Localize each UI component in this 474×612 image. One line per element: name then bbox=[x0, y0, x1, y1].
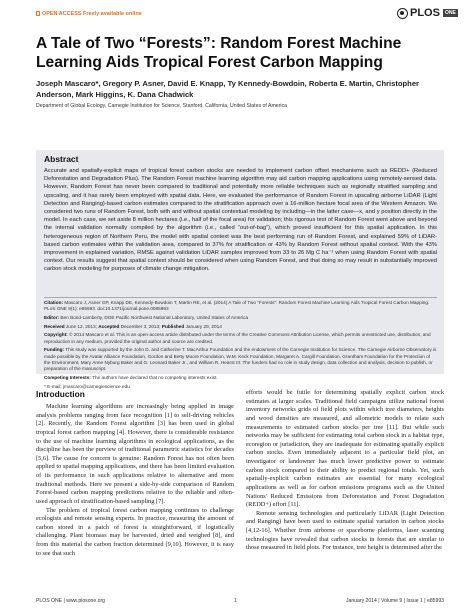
plos-logo-text: PLOS bbox=[410, 7, 440, 19]
page-number: 1 bbox=[234, 598, 237, 604]
plos-one-badge: ONE bbox=[444, 10, 456, 16]
contact-email[interactable]: * E-mail: jmascaro@carnegiescience.edu bbox=[44, 383, 130, 389]
plos-one-logo bbox=[397, 7, 458, 19]
body-paragraph: Remote sensing technologies and particularly LiDAR (Light Detection and Ranging) have been used to estimate spatial variation in carbon stocks [4,12-16]. Whether from airborne or spaceborne platforms, laser scanning technologies have revealed that carbon stocks in forests that are similar to those measured in field plots. For instance, tree height is determined after the bbox=[246, 509, 444, 552]
author-list: Joseph Mascaro*, Gregory P. Asner, David E. Knapp, Ty Kennedy-Bowdoin, Roberta E. Martin, Christopher Anderson, Mark Higgins, K. Dana Chadwick bbox=[36, 79, 419, 99]
body-paragraph: Machine learning algorithms are increasingly being applied in image analysis problems ranging from face recognition [1] to self-driving vehicles [2]. Recently, the Random Forest algorithm [3] has been used in global tropical forest carbon mapping [4]. However, there is considerable resistance to the use of machine learning algorithms in ecological applications, as the discipline has been the purview of traditional parametric statistics for decades [5,6]. The cause for concern is genuine: Random Forest has not often been applied to spatial mapping applications, and there has been limited evaluation of its performance in such applications relative to alternative and more traditional methods. Here we present a side-by-side comparison of Random Forest-based carbon mapping predictions relative to the reliable and often-used approach of stratification-based sampling [7]. bbox=[36, 403, 234, 505]
introduction-heading: Introduction bbox=[36, 389, 85, 399]
body-paragraph: The problem of tropical forest carbon mapping continues to challenge ecologists and remote sensing experts. In practice, measuring the amount of carbon stored in a patch of forest is straightforward, if logistically challenging. Plant biomass may be harvested, dried and weighed [8], and from this material the carbon fraction determined [9,10]. However, it is easy to see that such bbox=[36, 506, 234, 557]
body-column-left bbox=[36, 403, 234, 558]
editor: Editor: Ben Bond-Lamberty, DOE Pacific Northwest National Laboratory, United States of America bbox=[44, 314, 249, 320]
open-access-label: OPEN ACCESS Freely available online bbox=[42, 11, 142, 17]
abstract-heading: Abstract bbox=[44, 154, 79, 164]
article-title: A Tale of Two “Forests”: Random Forest Machine Learning Aids Tropical Forest Carbon Mapping bbox=[36, 35, 402, 71]
author-affiliation: Department of Global Ecology, Carnegie Institution for Science, Stanford, California, United States of America bbox=[36, 103, 288, 109]
open-access-badge bbox=[36, 11, 142, 17]
funding: Funding: This study was supported by the John D. and Catherine T. MacArthur Foundation and the endowment of the Carnegie Institution for Science. The Carnegie Airborne Observatory is made possible by the Avatar Alliance Foundation, Gordon and Betty Moore Foundation, W.M. Keck Foundation, Margaret A. Cargill Foundation, Grantham Foundation for the Protection of the Environment, Mary Anne Nyburg Baker and G. Leonard Baker Jr., and William R. Hearst III. The funders had no role in study design, data collection and analysis, decision to publish, or preparation of the manuscript. bbox=[44, 347, 437, 372]
article-metadata bbox=[44, 300, 437, 392]
plos-logo-icon bbox=[397, 8, 408, 19]
copyright: Copyright: © 2014 Mascaro et al. This is an open-access article distributed under the terms of the Creative Commons Attribution License, which permits unrestricted use, distribution, and reproduction in any medium, provided the original author and source are credited. bbox=[44, 332, 431, 344]
abstract-text: Accurate and spatially-explicit maps of tropical forest carbon stocks are needed to implement carbon offset mechanisms such as REDD+ (Reduced Deforestation and Degradation Plus). The Random Forest machine learning algorithm may aid carbon mapping applications using remotely-sensed data. However, Random Forest has never been compared to traditional and potentially more reliable techniques such as regionally stratified sampling and upscaling, and it has rarely been employed with spatial data. Here, we evaluated the performance of Random Forest in upscaling airborne LiDAR (Light Detection and Ranging)-based carbon estimates compared to the stratification approach over a 16-million hectare focal area of the Western Amazon. We considered two runs of Random Forest, both with and without spatial contextual modeling by including—in the latter case—x, and y position directly in the model. In each case, we set aside 8 million hectares (i.e., half of the focal area) for validation; this rigorous test of Random Forest went above and beyond the internal validation normally compiled by the algorithm (i.e., called “out-of-bag”), which proved insufficient for this spatial application. In this heterogeneous region of Northern Peru, the model with spatial context was the best performing run of Random Forest, and explained 59% of LiDAR-based carbon estimates within the validation area, compared to 37% for stratification or 43% by Random Forest without spatial context. With the 43% improvement in explained variation, RMSE against validation LiDAR samples improved from 33 to 26 Mg C ha⁻¹ when using Random Forest with spatial context. Our results suggest that spatial context should be considered when using Random Forest, and that doing so may result in substantially improved carbon stock modeling for purposes of climate change mitigation. bbox=[44, 168, 437, 273]
competing-interests: Competing Interests: The authors have declared that no competing interests exist. bbox=[44, 374, 218, 380]
body-column-right bbox=[246, 389, 444, 553]
body-paragraph: efforts would be futile for determining spatially explicit carbon stock estimates at larger scales. Traditional field campaigns utilize national forest inventory networks grids of field plots within which tree diameters, heights and wood densities are measured, and allometric models to relate such measurements to estimated carbon stocks per tree [11]. But while such networks may be sufficient for estimating total carbon stock in a habitat type, ecoregion or jurisdiction, they are inadequate for estimating spatially explicit carbon stocks. Even immediately adjacent to a particular field plot, an investigator or landowner has much lower predictive power to estimate carbon stock compared to their ability to predict regional totals. Yet, such spatially-explicit carbon estimates are essential for many ecological applications as well as for carbon emissions programs such as the United Nations' Reduced Emissions from Deforestation and Forest Degradation (REDD+) effort [11]. bbox=[246, 389, 444, 509]
unlock-icon bbox=[36, 11, 40, 16]
article-dates: Received June 12, 2013; Accepted December 3, 2013; Published January 29, 2014 bbox=[44, 323, 222, 329]
citation: Citation: Mascaro J, Asner GP, Knapp DE, Kennedy-Bowdoin T, Martin RE, et al. (2014) A Tale of Two “Forests”: Random Forest Machine Learning Aids Tropical Forest Carbon Mapping. PLoS ONE 9(1): e85993. doi:10.1371/journal.pone.0085993 bbox=[44, 300, 430, 312]
journal-url[interactable]: PLOS ONE | www.plosone.org bbox=[36, 598, 105, 604]
issue-info: January 2014 | Volume 9 | Issue 1 | e85993 bbox=[346, 598, 444, 604]
abstract-divider bbox=[44, 297, 437, 298]
